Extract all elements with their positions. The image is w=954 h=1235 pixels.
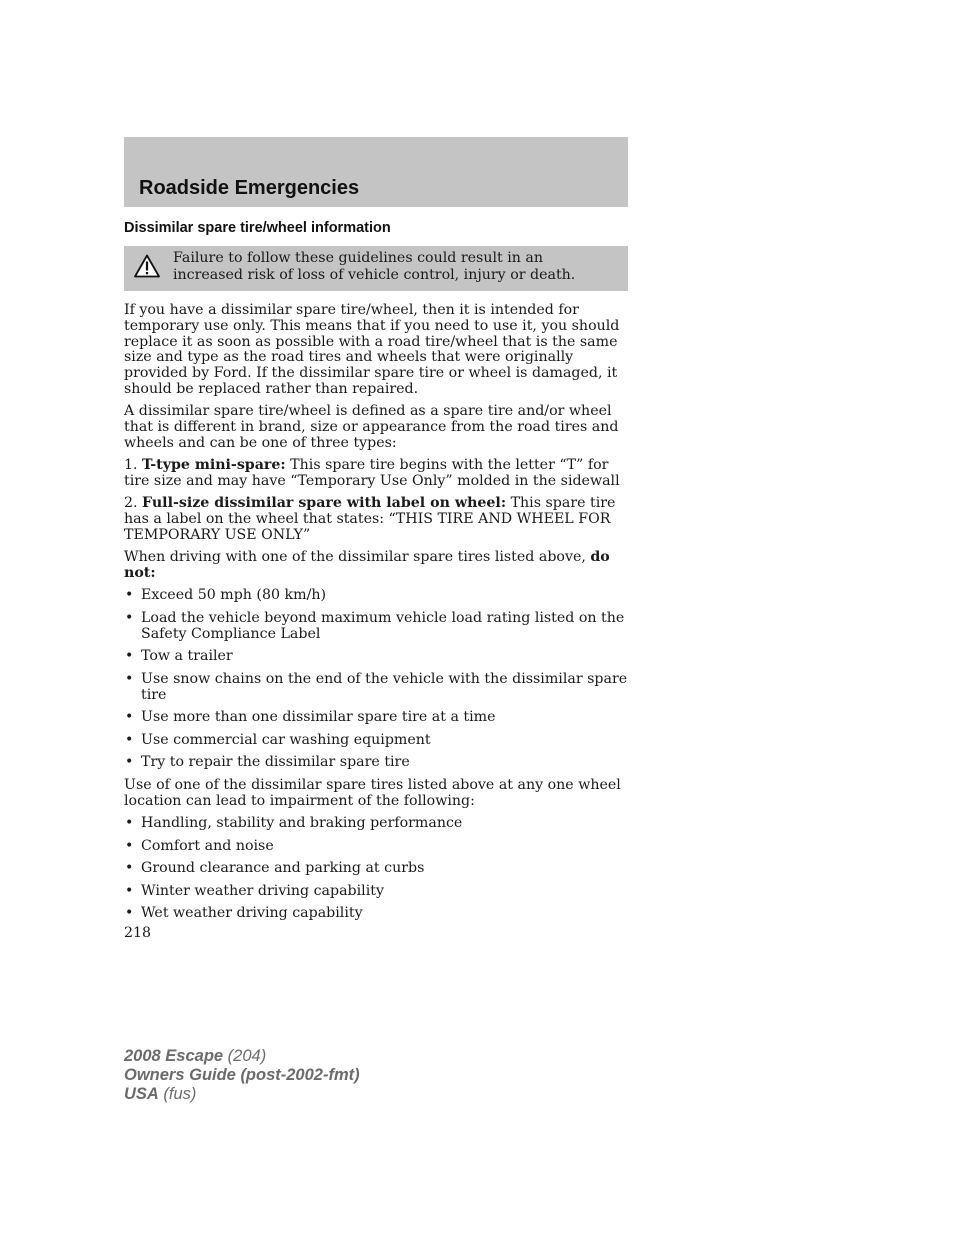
- footer-model-code: (204): [223, 1047, 267, 1065]
- spare-type-2-number: 2.: [124, 495, 143, 512]
- spare-type-1-text: This spare tire begins with the letter “T” for tire size and may have “Temporary Use Only” molded in the sidewall: [124, 457, 620, 489]
- definition-paragraph: A dissimilar spare tire/wheel is defined as a spare tire and/or wheel that is different in brand, size or appearance from the road tires and wheels and can be one of three types:: [124, 403, 619, 451]
- list-item: • Handling, stability and braking performance: [124, 816, 630, 832]
- driving-intro-emphasis: do not:: [124, 549, 610, 581]
- list-item: • Winter weather driving capability: [124, 884, 630, 900]
- spare-type-1: [124, 458, 630, 490]
- impairment-intro-paragraph: Use of one of the dissimilar spare tires listed above at any one wheel location can lead to impairment of the following:: [124, 777, 621, 809]
- list-item: • Load the vehicle beyond maximum vehicle load rating listed on the Safety Compliance Label: [124, 611, 630, 643]
- driving-intro-text: When driving with one of the dissimilar spare tires listed above,: [124, 549, 591, 566]
- spare-type-1-number: 1.: [124, 457, 143, 474]
- list-item: • Try to repair the dissimilar spare tire: [124, 755, 630, 771]
- warning-triangle-icon: [134, 254, 160, 278]
- do-not-list: [124, 588, 630, 771]
- spare-type-2-label: Full-size dissimilar spare with label on wheel:: [142, 495, 507, 512]
- spare-type-2-text: This spare tire has a label on the wheel that states: “THIS TIRE AND WHEEL FOR TEMPORARY USE ONLY”: [124, 495, 616, 543]
- document-footer: [124, 1047, 360, 1103]
- list-item: • Comfort and noise: [124, 839, 630, 855]
- body-content: [124, 303, 630, 929]
- footer-market: USA: [124, 1084, 159, 1103]
- intro-paragraph: If you have a dissimilar spare tire/wheel, then it is intended for temporary use only. This means that if you need to use it, you should replace it as soon as possible with a road tire/wheel that is the same size and type as the road tires and wheels that were originally provided by Ford. If the dissimilar spare tire or wheel is damaged, it should be replaced rather than repaired.: [124, 302, 620, 397]
- spare-type-2: [124, 496, 630, 543]
- footer-market-code: (fus): [158, 1084, 197, 1103]
- section-title: Roadside Emergencies: [139, 177, 360, 199]
- list-item: • Use commercial car washing equipment: [124, 733, 630, 749]
- footer-model: 2008 Escape: [124, 1047, 224, 1065]
- subsection-heading: Dissimilar spare tire/wheel information: [124, 220, 391, 236]
- impairment-list: [124, 816, 630, 922]
- footer-line-1: [124, 1047, 360, 1066]
- list-item: • Wet weather driving capability: [124, 906, 630, 922]
- warning-text: Failure to follow these guidelines could result in an increased risk of loss of vehicle control, injury or death.: [173, 250, 576, 283]
- list-item: • Exceed 50 mph (80 km/h): [124, 588, 630, 604]
- page-number: 218: [124, 925, 152, 941]
- list-item: • Ground clearance and parking at curbs: [124, 861, 630, 877]
- list-item: • Tow a trailer: [124, 649, 630, 665]
- footer-line-3: [124, 1085, 360, 1104]
- spare-type-1-label: T-type mini-spare:: [142, 457, 286, 474]
- footer-line-2: Owners Guide (post-2002-fmt): [124, 1065, 360, 1084]
- warning-box: [124, 246, 628, 291]
- driving-intro-paragraph: [124, 550, 630, 582]
- list-item: • Use snow chains on the end of the vehicle with the dissimilar spare tire: [124, 672, 630, 704]
- section-header-band: [124, 137, 628, 207]
- list-item: • Use more than one dissimilar spare tire at a time: [124, 710, 630, 726]
